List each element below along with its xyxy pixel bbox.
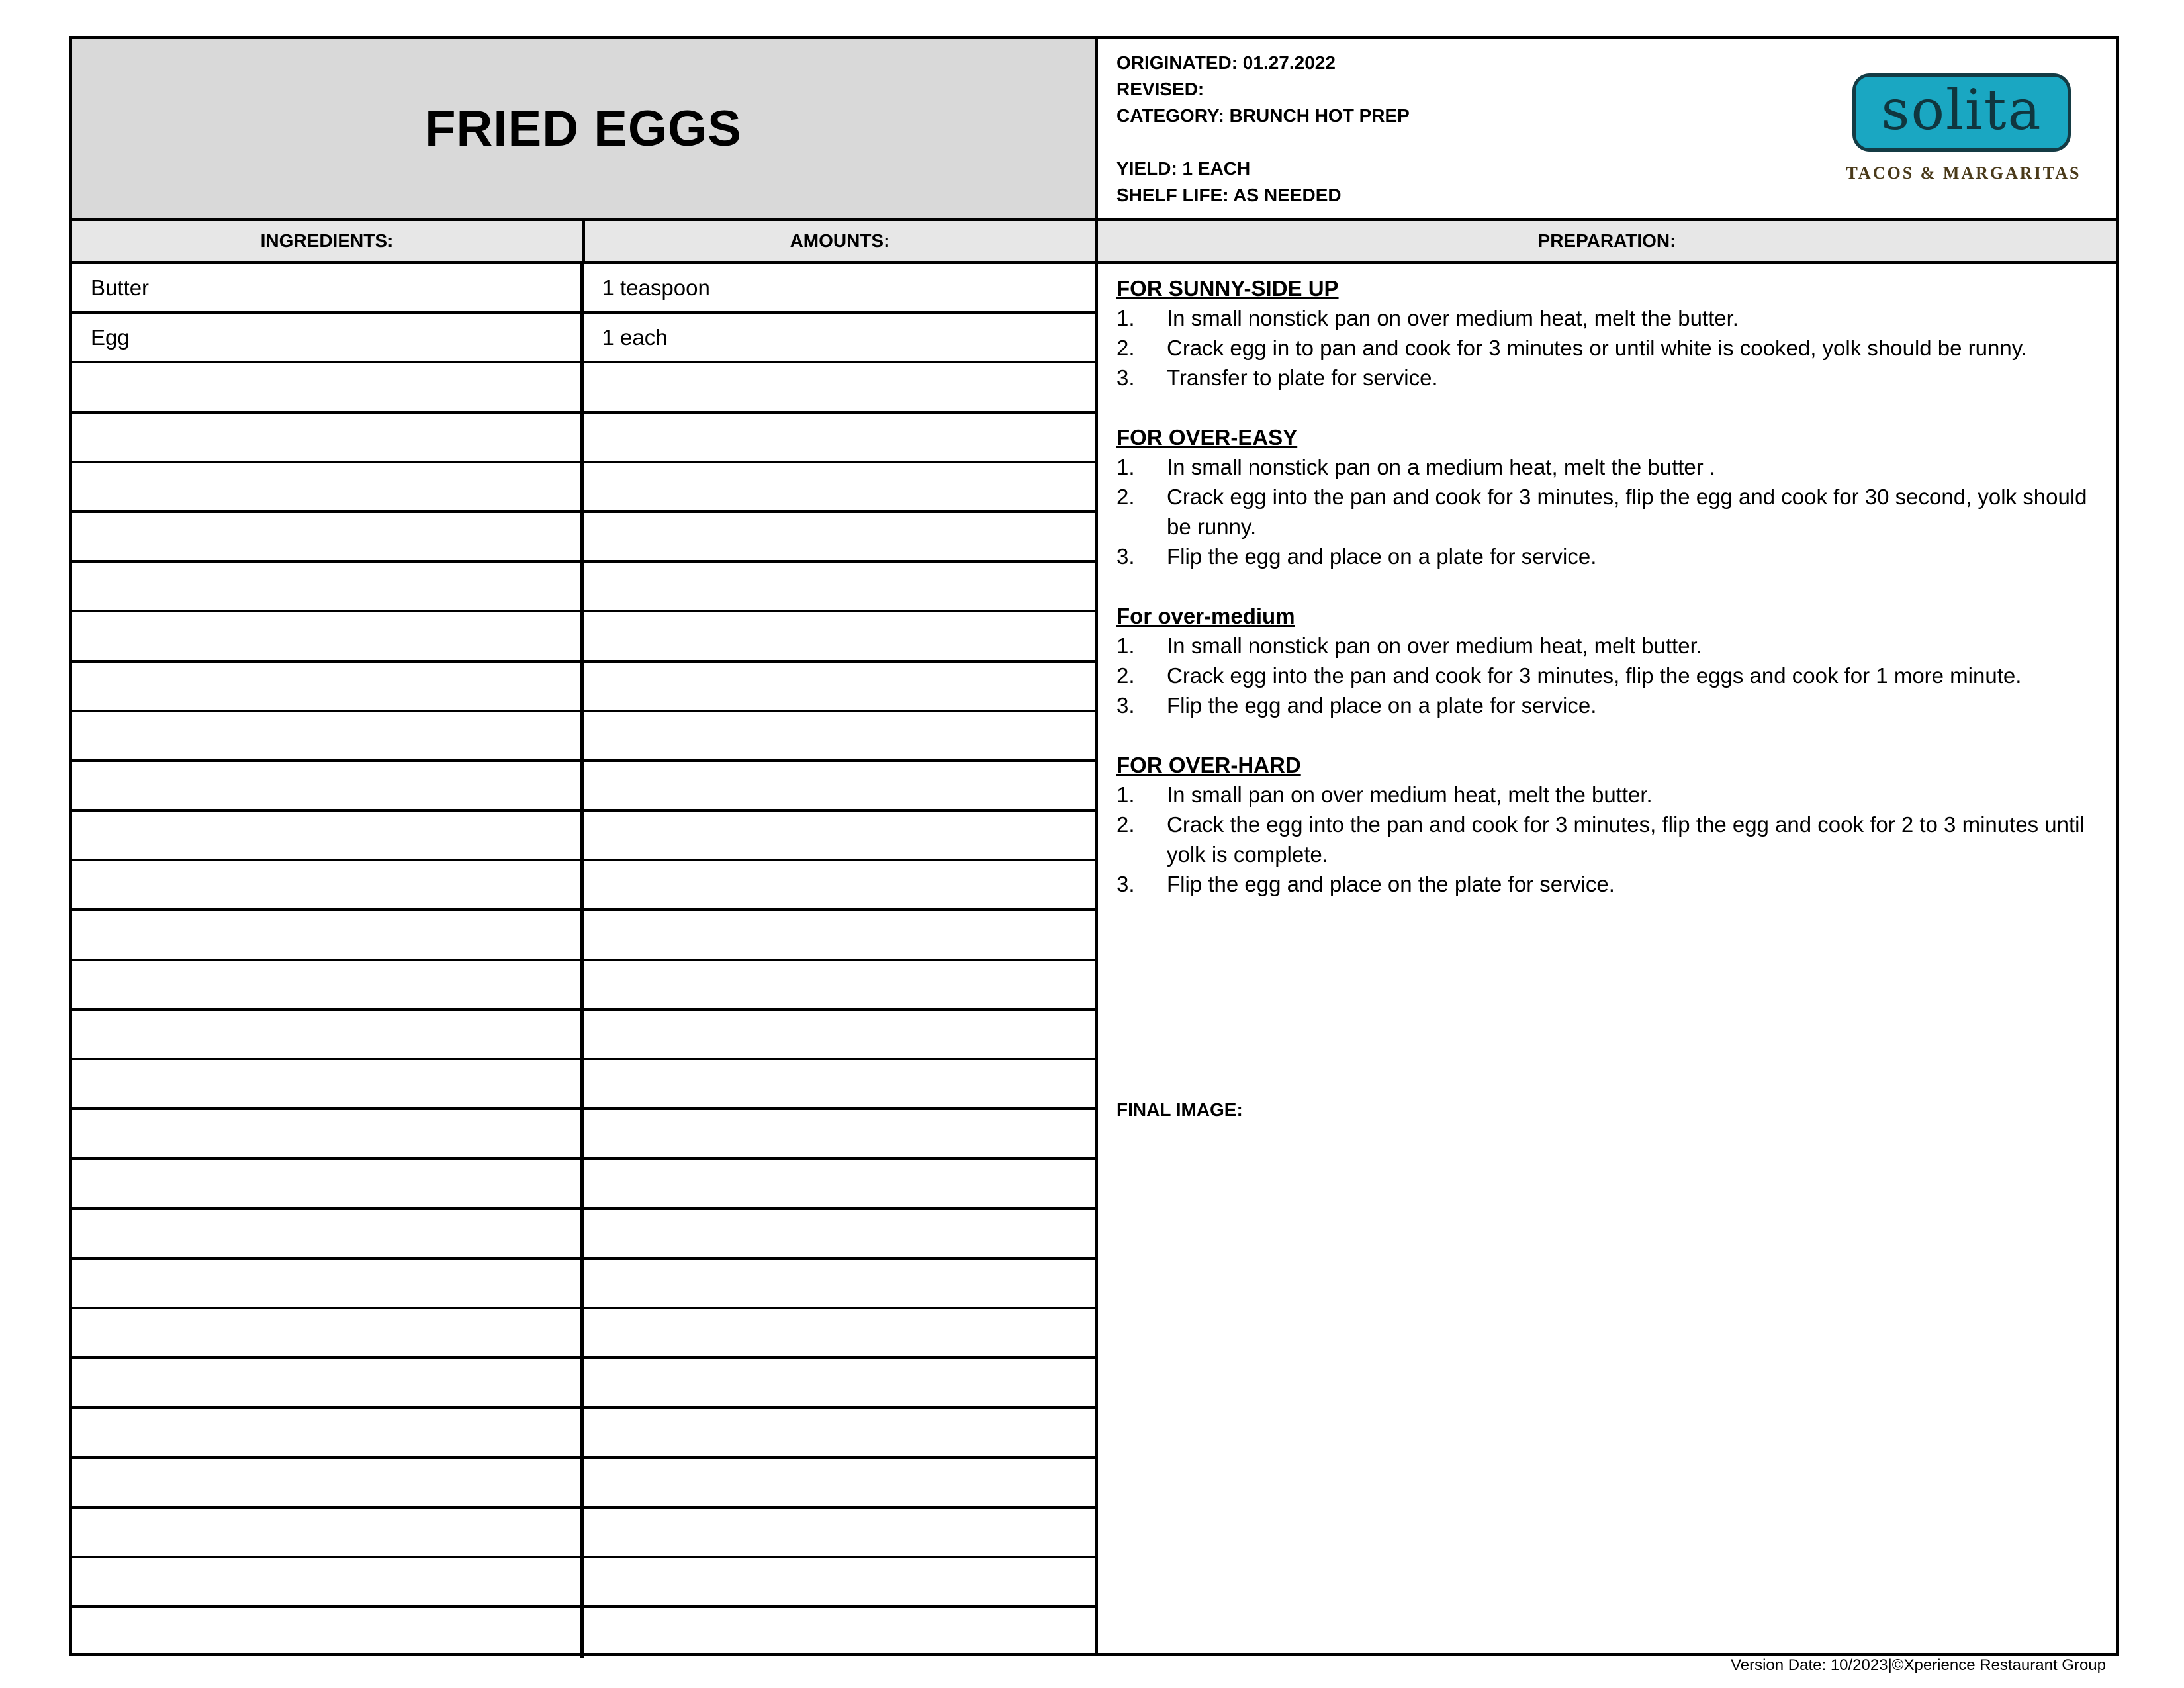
table-row [72, 1060, 1095, 1110]
ingredient-name-cell [72, 1509, 584, 1556]
ingredient-name-cell [72, 563, 584, 610]
prep-step [1116, 452, 2096, 482]
table-row [72, 1509, 1095, 1558]
step-text: In small nonstick pan on a medium heat, melt the butter . [1167, 455, 1716, 479]
ingredient-name-cell [72, 861, 584, 908]
preparation-header: PREPARATION: [1537, 230, 1676, 251]
ingredient-name-cell [72, 1210, 584, 1257]
ingredient-amount-cell [584, 1110, 1095, 1157]
prep-step [1116, 482, 2096, 541]
table-row [72, 1309, 1095, 1359]
table-row [72, 264, 1095, 314]
step-text: In small pan on over medium heat, melt the butter. [1167, 782, 1653, 807]
ingredient-amount-cell [584, 1608, 1095, 1658]
column-header-row [72, 218, 2116, 264]
ingredient-amount-cell [584, 911, 1095, 958]
table-row [72, 314, 1095, 363]
table-row [72, 1260, 1095, 1309]
table-row [72, 861, 1095, 911]
originated-date: ORIGINATED: 01.27.2022 [1116, 52, 1336, 73]
table-row [72, 513, 1095, 563]
ingredient-amount-cell [584, 961, 1095, 1008]
step-text: Crack the egg into the pan and cook for 3 minutes, flip the egg and cook for 2 to 3 minutes until yolk is complete. [1167, 812, 2085, 867]
ingredient-name-cell [72, 712, 584, 759]
preparation-section [1098, 264, 2116, 1653]
ingredient-amount-cell [584, 1409, 1095, 1456]
ingredient-name-cell [72, 1608, 584, 1658]
final-image-label: FINAL IMAGE: [1116, 1100, 1243, 1120]
recipe-card [69, 36, 2119, 1656]
ingredient-amount-cell [584, 463, 1095, 510]
table-row [72, 1160, 1095, 1209]
ingredient-name-cell [72, 1359, 584, 1406]
ingredient-name-cell: Butter [72, 264, 584, 311]
step-number: 1. [1116, 782, 1135, 807]
ingredient-amount-cell [584, 1260, 1095, 1307]
prep-step [1116, 780, 2096, 810]
step-text: Flip the egg and place on a plate for service. [1167, 544, 1597, 569]
ingredient-name-cell [72, 414, 584, 461]
ingredient-amount-cell [584, 563, 1095, 610]
prep-step [1116, 661, 2096, 690]
shelf-life: SHELF LIFE: AS NEEDED [1116, 185, 1342, 205]
table-row [72, 1110, 1095, 1160]
table-row [72, 1210, 1095, 1260]
ingredient-name-cell [72, 961, 584, 1008]
table-row [72, 612, 1095, 662]
ingredient-amount-cell [584, 1011, 1095, 1058]
step-text: Flip the egg and place on the plate for service. [1167, 872, 1615, 896]
ingredient-name-cell [72, 762, 584, 809]
prep-step [1116, 363, 2096, 393]
step-text: Transfer to plate for service. [1167, 365, 1438, 390]
logo-wordmark: solita [1881, 77, 2042, 142]
ingredient-amount-cell [584, 1509, 1095, 1556]
ingredient-amount-cell [584, 712, 1095, 759]
table-row [72, 762, 1095, 812]
ingredient-name-cell [72, 1260, 584, 1307]
table-row [72, 414, 1095, 463]
prep-step [1116, 333, 2096, 363]
ingredient-name-cell [72, 513, 584, 560]
title-cell [72, 39, 1098, 218]
logo-badge [1852, 73, 2071, 152]
step-number: 2. [1116, 485, 1135, 509]
table-row [72, 961, 1095, 1011]
recipe-title: FRIED EGGS [425, 100, 742, 157]
category: CATEGORY: BRUNCH HOT PREP [1116, 105, 1410, 126]
prep-step [1116, 869, 2096, 899]
ingredient-amount-cell [584, 1359, 1095, 1406]
ingredient-amount-cell [584, 762, 1095, 809]
version-footer: Version Date: 10/2023|©Xperience Restaurant Group [1731, 1656, 2106, 1674]
ingredient-amount-cell [584, 513, 1095, 560]
ingredient-name-cell [72, 812, 584, 859]
ingredient-name-cell [72, 663, 584, 710]
ingredient-name-cell [72, 1160, 584, 1207]
ingredient-name-cell [72, 1309, 584, 1356]
table-row [72, 563, 1095, 612]
ingredient-amount-cell [584, 1210, 1095, 1257]
ingredient-name-cell: Egg [72, 314, 584, 361]
solita-logo [1838, 73, 2089, 186]
revised-date: REVISED: [1116, 79, 1205, 99]
ingredient-name-cell [72, 1459, 584, 1506]
ingredient-amount-cell [584, 1309, 1095, 1356]
yield: YIELD: 1 EACH [1116, 158, 1251, 179]
prep-section-title: FOR OVER-HARD [1116, 753, 1301, 777]
prep-section-title: FOR OVER-EASY [1116, 425, 1298, 449]
ingredient-name-cell [72, 1409, 584, 1456]
ingredients-header: INGREDIENTS: [72, 221, 585, 261]
ingredient-amount-cell [584, 363, 1095, 410]
table-row [72, 463, 1095, 513]
step-number: 3. [1116, 872, 1135, 896]
prep-section-title: For over-medium [1116, 604, 1295, 628]
step-text: In small nonstick pan on over medium heat, melt the butter. [1167, 306, 1739, 330]
prep-step [1116, 690, 2096, 720]
ingredient-name-cell [72, 1011, 584, 1058]
prep-section-title: FOR SUNNY-SIDE UP [1116, 276, 1339, 301]
step-text: Crack egg in to pan and cook for 3 minutes or until white is cooked, yolk should be runny. [1167, 336, 2027, 360]
ingredient-amount-cell [584, 1558, 1095, 1605]
prep-step [1116, 810, 2096, 869]
step-text: In small nonstick pan on over medium heat, melt butter. [1167, 633, 1702, 658]
step-text: Flip the egg and place on a plate for service. [1167, 693, 1597, 718]
ingredient-name-cell [72, 463, 584, 510]
table-row [72, 663, 1095, 712]
amounts-header: AMOUNTS: [585, 221, 1098, 261]
step-number: 2. [1116, 663, 1135, 688]
table-row [72, 1459, 1095, 1509]
table-row [72, 1359, 1095, 1409]
table-row [72, 1608, 1095, 1658]
step-number: 3. [1116, 544, 1135, 569]
recipe-meta [1098, 39, 2116, 218]
ingredient-name-cell [72, 612, 584, 659]
ingredient-name-cell [72, 363, 584, 410]
prep-step [1116, 631, 2096, 661]
table-row [72, 1011, 1095, 1060]
table-row [72, 911, 1095, 961]
ingredient-amount-cell [584, 1459, 1095, 1506]
preparation-steps [1116, 273, 2096, 899]
step-number: 2. [1116, 336, 1135, 360]
ingredient-name-cell [72, 911, 584, 958]
ingredient-amount-cell [584, 1060, 1095, 1107]
prep-step [1116, 541, 2096, 571]
table-row [72, 812, 1095, 861]
step-number: 2. [1116, 812, 1135, 837]
step-number: 1. [1116, 455, 1135, 479]
table-row [72, 1558, 1095, 1608]
table-row [72, 712, 1095, 762]
ingredient-name-cell [72, 1060, 584, 1107]
table-row [72, 1409, 1095, 1458]
step-number: 3. [1116, 693, 1135, 718]
prep-step [1116, 303, 2096, 333]
ingredient-amount-cell [584, 812, 1095, 859]
step-text: Crack egg into the pan and cook for 3 minutes, flip the eggs and cook for 1 more minute. [1167, 663, 2022, 688]
step-number: 1. [1116, 633, 1135, 658]
ingredient-name-cell [72, 1558, 584, 1605]
ingredient-amount-cell: 1 each [602, 324, 668, 350]
step-text: Crack egg into the pan and cook for 3 minutes, flip the egg and cook for 30 second, yolk should be runny. [1167, 485, 2087, 539]
ingredient-amount-cell [584, 414, 1095, 461]
step-number: 3. [1116, 365, 1135, 390]
ingredient-table [72, 264, 1098, 1653]
ingredient-amount-cell [584, 861, 1095, 908]
step-number: 1. [1116, 306, 1135, 330]
logo-tagline: TACOS & MARGARITAS [1846, 164, 2081, 183]
ingredient-amount-cell [584, 612, 1095, 659]
ingredient-amount-cell [584, 1160, 1095, 1207]
table-row [72, 363, 1095, 413]
ingredient-name-cell [72, 1110, 584, 1157]
ingredient-amount-cell [584, 663, 1095, 710]
ingredient-amount-cell: 1 teaspoon [602, 275, 710, 300]
